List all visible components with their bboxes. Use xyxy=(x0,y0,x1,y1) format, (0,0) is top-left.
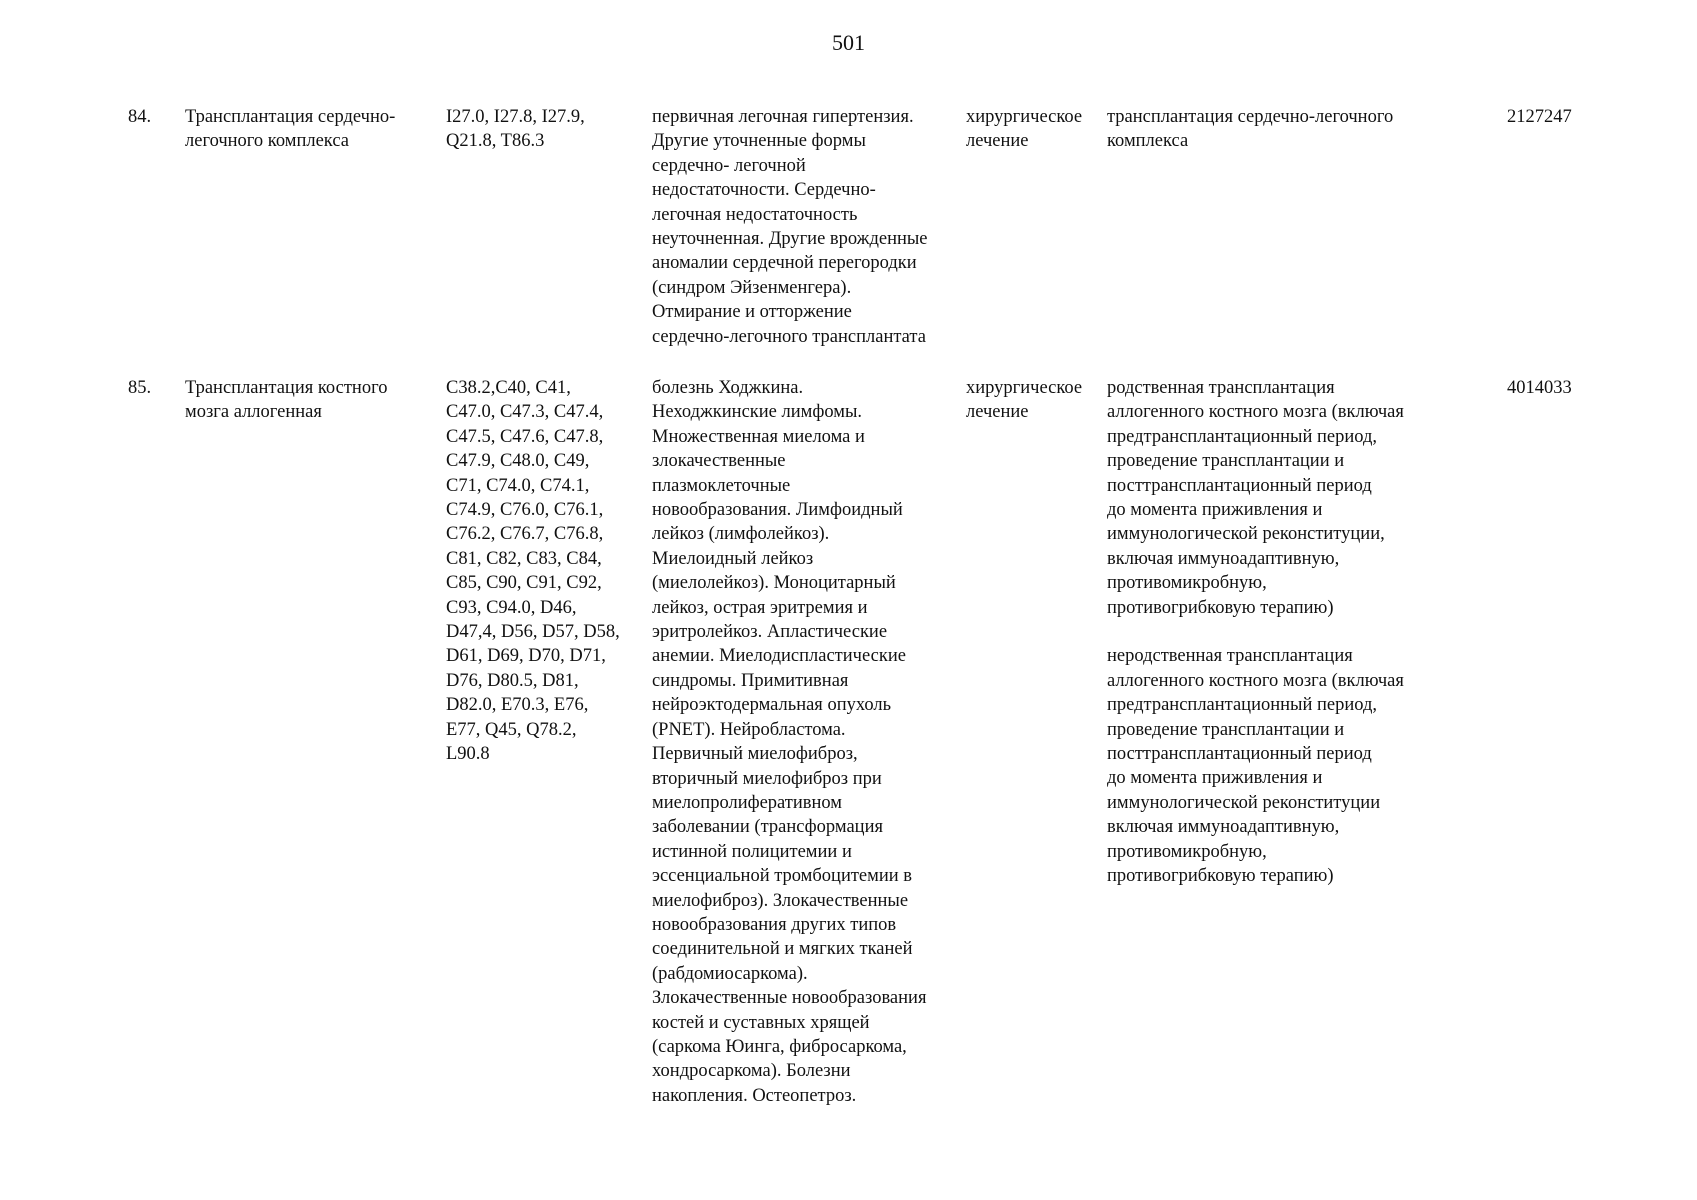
diagnosis-line: эритролейкоз. Апластические xyxy=(652,622,888,643)
diagnosis-line: синдромы. Примитивная xyxy=(652,670,849,691)
icd-codes-line: C93, C94.0, D46, xyxy=(446,597,577,618)
treatment-method-line: противомикробную, xyxy=(1107,841,1267,862)
diagnosis-line: неуточненная. Другие врожденные xyxy=(652,229,928,250)
diagnosis-description xyxy=(652,376,926,1108)
treatment-method xyxy=(1107,105,1393,154)
icd-codes-line: C74.9, C76.0, C76.1, xyxy=(446,500,604,521)
diagnosis-line: миелопролиферативном xyxy=(652,792,842,813)
treatment-type xyxy=(966,376,1082,425)
diagnosis-line: (саркома Юинга, фибросаркома, xyxy=(652,1036,907,1057)
diagnosis-line: эссенциальной тромбоцитемии в xyxy=(652,866,913,887)
diagnosis-line: анемии. Миелодиспластические xyxy=(652,646,906,667)
treatment-method-line: включая иммуноадаптивную, xyxy=(1107,817,1340,838)
icd-codes-line: C71, C74.0, C74.1, xyxy=(446,475,590,496)
treatment-method-line: трансплантация сердечно-легочного xyxy=(1107,107,1394,127)
diagnosis-line: новообразования других типов xyxy=(652,914,897,935)
treatment-method-line: противогрибковую терапию) xyxy=(1107,866,1334,887)
icd-codes-line: E77, Q45, Q78.2, xyxy=(446,719,577,740)
diagnosis-line: нейроэктодермальная опухоль xyxy=(652,695,892,716)
treatment-type xyxy=(966,105,1082,154)
cost-value xyxy=(1507,105,1572,129)
icd-codes-line: C81, C82, C83, C84, xyxy=(446,548,602,569)
treatment-method-line: предтрансплантационный период, xyxy=(1107,695,1378,716)
diagnosis-line: хондросаркома). Болезни xyxy=(652,1061,851,1082)
icd-codes-line: C38.2,C40, C41, xyxy=(446,378,571,398)
treatment-method xyxy=(1107,376,1404,889)
diagnosis-line: плазмоклеточные xyxy=(652,475,791,496)
diagnosis-line: сердечно-легочного трансплантата xyxy=(652,326,926,347)
treatment-method-line: комплекса xyxy=(1107,131,1189,152)
treatment-method-line: иммунологической реконституции, xyxy=(1107,524,1385,545)
diagnosis-line: лейкоз (лимфолейкоз). xyxy=(652,524,830,545)
diagnosis-line: истинной полицитемии и xyxy=(652,841,852,862)
diagnosis-line: легочная недостаточность xyxy=(652,204,858,225)
procedure-name xyxy=(185,105,395,154)
treatment-method-line: проведение трансплантации и xyxy=(1107,451,1345,472)
method-block-gap xyxy=(1107,620,1404,644)
diagnosis-line: сердечно- легочной xyxy=(652,155,806,176)
diagnosis-line: Множественная миелома и xyxy=(652,426,865,447)
treatment-method-line: иммунологической реконституции xyxy=(1107,792,1381,813)
diagnosis-line: костей и суставных хрящей xyxy=(652,1012,870,1033)
diagnosis-line: Миелоидный лейкоз xyxy=(652,548,814,569)
icd-codes xyxy=(446,105,585,154)
treatment-method-line: посттрансплантационный период xyxy=(1107,475,1372,496)
treatment-type-line: хирургическое xyxy=(966,378,1083,398)
treatment-method-line: аллогенного костного мозга (включая xyxy=(1107,402,1404,423)
icd-codes-line: D82.0, E70.3, E76, xyxy=(446,695,589,716)
icd-codes-line: C85, C90, C91, C92, xyxy=(446,573,602,594)
diagnosis-line: новообразования. Лимфоидный xyxy=(652,500,903,521)
diagnosis-line: злокачественные xyxy=(652,451,786,472)
procedure-name-line: мозга аллогенная xyxy=(185,402,322,423)
treatment-method-line: посттрансплантационный период xyxy=(1107,744,1372,765)
cost-value xyxy=(1507,376,1572,400)
treatment-type-line: хирургическое xyxy=(966,107,1083,127)
diagnosis-line: соединительной и мягких тканей xyxy=(652,939,913,960)
treatment-method-line: до момента приживления и xyxy=(1107,768,1323,789)
procedure-name-line: легочного комплекса xyxy=(185,131,349,152)
diagnosis-line: Другие уточненные формы xyxy=(652,131,866,152)
procedure-name xyxy=(185,376,387,425)
procedure-name-line: Трансплантация сердечно- xyxy=(185,107,396,127)
diagnosis-line: аномалии сердечной перегородки xyxy=(652,253,917,274)
row-number-text: 85. xyxy=(128,378,152,398)
icd-codes-line: C76.2, C76.7, C76.8, xyxy=(446,524,604,545)
treatment-method-line: аллогенного костного мозга (включая xyxy=(1107,670,1404,691)
treatment-method-line: проведение трансплантации и xyxy=(1107,719,1345,740)
icd-codes-line: D47,4, D56, D57, D58, xyxy=(446,622,620,643)
diagnosis-line: Первичный миелофиброз, xyxy=(652,744,858,765)
diagnosis-line: (PNET). Нейробластома. xyxy=(652,719,846,740)
diagnosis-line: (синдром Эйзенменгера). xyxy=(652,277,852,298)
diagnosis-line: (рабдомиосаркома). xyxy=(652,963,808,984)
diagnosis-line: Злокачественные новообразования xyxy=(652,988,927,1009)
diagnosis-description xyxy=(652,105,928,349)
icd-codes-line: Q21.8, T86.3 xyxy=(446,131,545,152)
icd-codes-line: I27.0, I27.8, I27.9, xyxy=(446,107,585,127)
icd-codes xyxy=(446,376,620,767)
cost-text: 4014033 xyxy=(1507,378,1572,398)
icd-codes-line: L90.8 xyxy=(446,744,490,765)
page-number: 501 xyxy=(832,30,865,55)
icd-codes-line: C47.0, C47.3, C47.4, xyxy=(446,402,604,423)
treatment-method-line: включая иммуноадаптивную, xyxy=(1107,548,1340,569)
icd-codes-line: C47.9, C48.0, C49, xyxy=(446,451,590,472)
diagnosis-line: болезнь Ходжкина. xyxy=(652,378,804,398)
diagnosis-line: заболевании (трансформация xyxy=(652,817,883,838)
treatment-type-line: лечение xyxy=(966,402,1029,423)
icd-codes-line: C47.5, C47.6, C47.8, xyxy=(446,426,604,447)
treatment-method-line: родственная трансплантация xyxy=(1107,378,1335,398)
row-number-text: 84. xyxy=(128,107,152,127)
diagnosis-line: миелофиброз). Злокачественные xyxy=(652,890,909,911)
diagnosis-line: лейкоз, острая эритремия и xyxy=(652,597,868,618)
treatment-method-line: до момента приживления и xyxy=(1107,500,1323,521)
row-number xyxy=(128,105,151,129)
icd-codes-line: D61, D69, D70, D71, xyxy=(446,646,606,667)
treatment-method-line: противогрибковую терапию) xyxy=(1107,597,1334,618)
treatment-type-line: лечение xyxy=(966,131,1029,152)
diagnosis-line: Неходжкинские лимфомы. xyxy=(652,402,862,423)
cost-text: 2127247 xyxy=(1507,107,1572,127)
diagnosis-line: первичная легочная гипертензия. xyxy=(652,107,914,127)
procedure-name-line: Трансплантация костного xyxy=(185,378,388,398)
diagnosis-line: недостаточности. Сердечно- xyxy=(652,180,876,201)
diagnosis-line: (миелолейкоз). Моноцитарный xyxy=(652,573,896,594)
treatment-method-line: неродственная трансплантация xyxy=(1107,646,1353,667)
diagnosis-line: вторичный миелофиброз при xyxy=(652,768,882,789)
treatment-method-line: предтрансплантационный период, xyxy=(1107,426,1378,447)
diagnosis-line: накопления. Остеопетроз. xyxy=(652,1085,857,1106)
treatment-method-line: противомикробную, xyxy=(1107,573,1267,594)
diagnosis-line: Отмирание и отторжение xyxy=(652,302,852,323)
icd-codes-line: D76, D80.5, D81, xyxy=(446,670,579,691)
row-number xyxy=(128,376,151,400)
